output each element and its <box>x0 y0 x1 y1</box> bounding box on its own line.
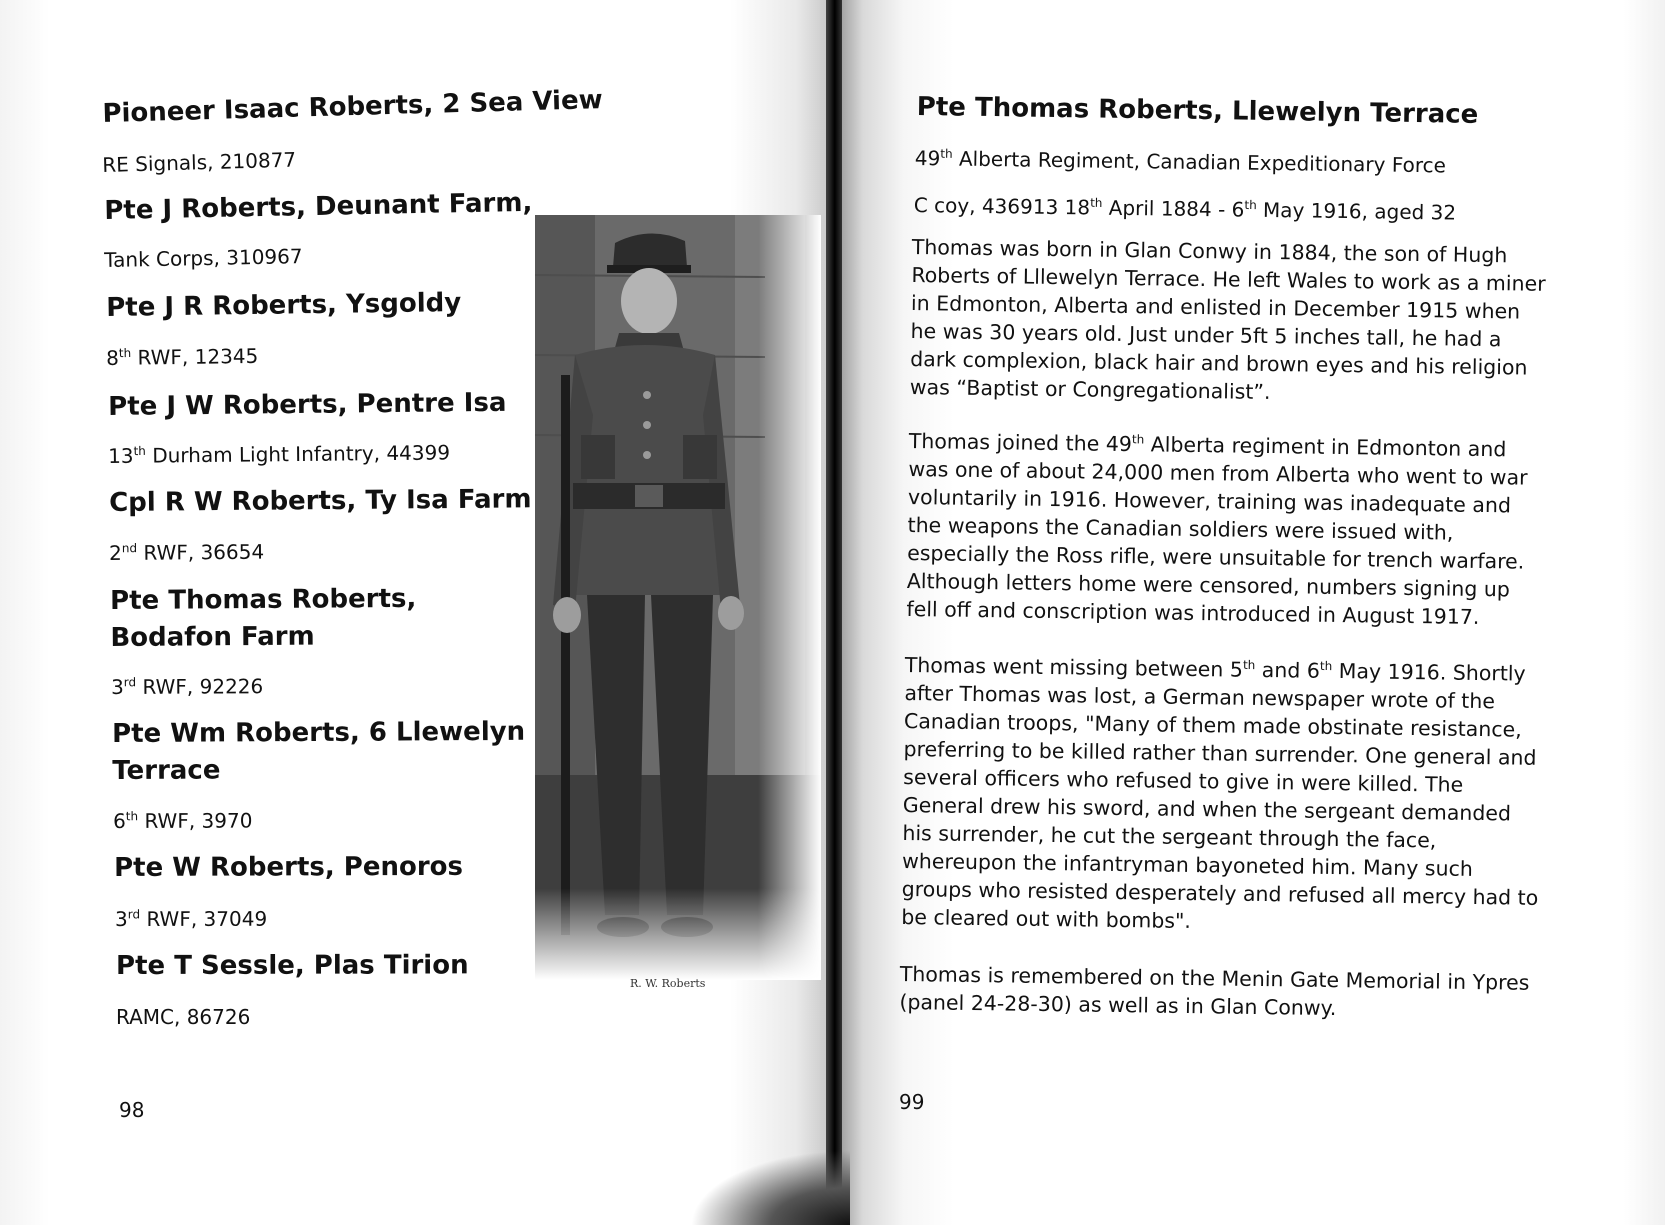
entry-name-2: Pte J Roberts, Deunant Farm, <box>104 187 533 226</box>
entry-unit-5: 2nd RWF, 36654 <box>109 539 265 565</box>
photo-caption: R. W. Roberts <box>630 977 706 990</box>
entry-name-6-line1: Pte Thomas Roberts, <box>110 583 417 616</box>
paragraph-2: Thomas joined the 49th Alberta regiment in Edmonton and was one of about 24,000 men from Alberta who went to war voluntarily in 1916. However, training was inadequate and the weapons the Canadian soldiers were issued with, especially the Ross rifle, were unsuitable for trench warfare. Although letters home were censored, numbers signing up fell off and conscription was introduced in August 1917. <box>906 428 1528 629</box>
paragraph-3: Thomas went missing between 5th and 6th May 1916. Shortly after Thomas was lost, a German newspaper wrote of the Canadian troops, "Many of them made obstinate resistance, preferring to be killed rather than surrender. One general and several officers who refused to give in were killed. The General drew his sword, and when the sergeant demanded his surrender, he cut the sergeant through the face, whereupon the infantryman bayoneted him. Many such groups who resisted desperately and refused all mercy had to be cleared out with bombs". <box>901 652 1539 934</box>
soldier-silhouette <box>535 215 821 980</box>
entry-unit-8: 3rd RWF, 37049 <box>115 906 268 931</box>
entry-name-3: Pte J R Roberts, Ysgoldy <box>106 288 462 323</box>
paragraph-4: Thomas is remembered on the Menin Gate Memorial in Ypres (panel 24-28-30) as well as in Glan Conwy. <box>899 961 1530 1021</box>
regiment-line: 49th Alberta Regiment, Canadian Expeditionary Force <box>914 146 1447 178</box>
soldier-photo <box>535 215 821 980</box>
entry-name-1: Pioneer Isaac Roberts, 2 Sea View <box>102 85 604 129</box>
book-gutter <box>826 0 842 1225</box>
entry-unit-4: 13th Durham Light Infantry, 44399 <box>108 440 451 468</box>
entry-unit-7: 6th RWF, 3970 <box>113 808 253 833</box>
service-line: C coy, 436913 18th April 1884 - 6th May 1916, aged 32 <box>913 193 1457 225</box>
entry-name-4: Pte J W Roberts, Pentre Isa <box>108 387 507 422</box>
entry-name-8: Pte W Roberts, Penoros <box>114 851 464 883</box>
paragraph-1: Thomas was born in Glan Conwy in 1884, the son of Hugh Roberts of Lllewelyn Terrace. He left Wales to work as a miner in Edmonton, Alberta and enlisted in December 1915 when he was 30 years old. Just under 5ft 5 inches tall, he had a dark complexion, black hair and brown eyes and his religion was “Baptist or Congregationalist”. <box>909 234 1546 405</box>
entry-name-7-line1: Pte Wm Roberts, 6 Llewelyn <box>112 716 526 749</box>
entry-name-7 <box>112 714 525 790</box>
entry-name-7-line2: Terrace <box>112 755 221 786</box>
entry-unit-3: 8th RWF, 12345 <box>106 343 259 370</box>
page-number-left: 98 <box>119 1098 145 1122</box>
entry-unit-1: RE Signals, 210877 <box>102 147 297 177</box>
entry-name-6 <box>110 581 417 657</box>
entry-name-9: Pte T Sessle, Plas Tirion <box>116 950 469 981</box>
entry-name-5: Cpl R W Roberts, Ty Isa Farm <box>109 484 532 518</box>
entry-unit-2: Tank Corps, 310967 <box>104 244 303 272</box>
page-number-right: 99 <box>899 1090 925 1114</box>
entry-unit-6: 3rd RWF, 92226 <box>111 674 264 699</box>
entry-unit-9: RAMC, 86726 <box>116 1005 251 1029</box>
page-curl-shadow <box>690 1150 850 1225</box>
right-page-title: Pte Thomas Roberts, Llewelyn Terrace <box>916 92 1479 130</box>
entry-name-6-line2: Bodafon Farm <box>110 621 315 653</box>
